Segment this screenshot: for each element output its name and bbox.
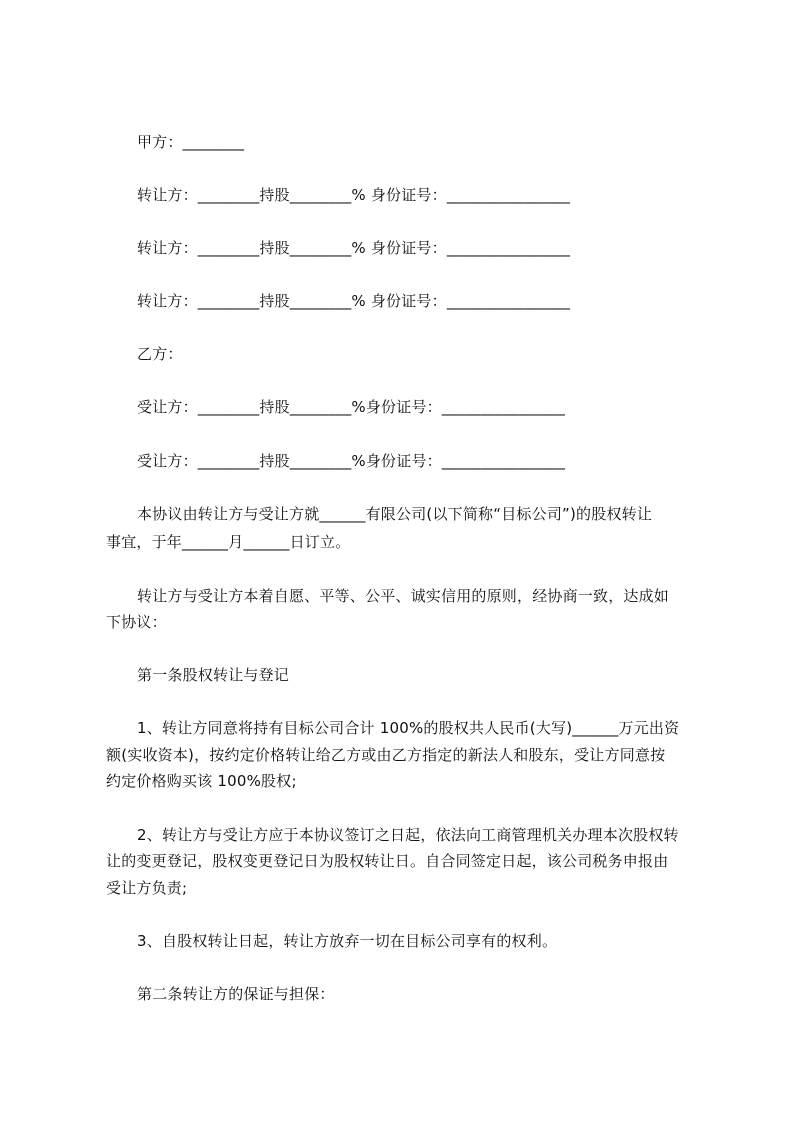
transferor-line: 转让方：________持股________% 身份证号：________________ [137,292,571,310]
article-2-title: 第二条转让方的保证与担保： [137,985,335,1003]
clause-1-line-1: 1、转让方同意将持有目标公司合计 100%的股权共人民币(大写)______万元出资 [137,719,680,737]
transferor-line: 转让方：________持股________% 身份证号：________________ [137,186,571,204]
principle-line-1: 转让方与受让方本着自愿、平等、公平、诚实信用的原则，经协商一致，达成如 [137,587,670,605]
clause-2-line-3: 受让方负责; [106,879,188,897]
transferee-line: 受让方：________持股________%身份证号：________________ [137,398,566,416]
party-a-line: 甲方：________ [137,133,245,151]
clause-3-line-1: 3、自股权转让日起，转让方放弃一切在目标公司享有的权利。 [137,932,558,950]
clause-1-line-3: 约定价格购买该 100%股权; [106,772,297,790]
party-b-line: 乙方： [137,345,183,363]
principle-line-2: 下协议： [106,613,167,631]
intro-line-1: 本协议由转让方与受让方就______有限公司(以下简称“目标公司”)的股权转让 [137,505,653,523]
clause-2-line-1: 2、转让方与受让方应于本协议签订之日起，依法向工商管理机关办理本次股权转 [137,826,679,844]
transferee-line: 受让方：________持股________%身份证号：________________ [137,452,566,470]
transferor-line: 转让方：________持股________% 身份证号：________________ [137,239,571,257]
clause-1-line-2: 额(实收资本)，按约定价格转让给乙方或由乙方指定的新法人和股东，受让方同意按 [106,746,666,764]
clause-2-line-2: 让的变更登记，股权变更登记日为股权转让日。自合同签定日起，该公司税务申报由 [106,852,669,870]
intro-line-2: 事宜，于年______月______日订立。 [106,533,351,551]
article-1-title: 第一条股权转让与登记 [137,666,290,684]
